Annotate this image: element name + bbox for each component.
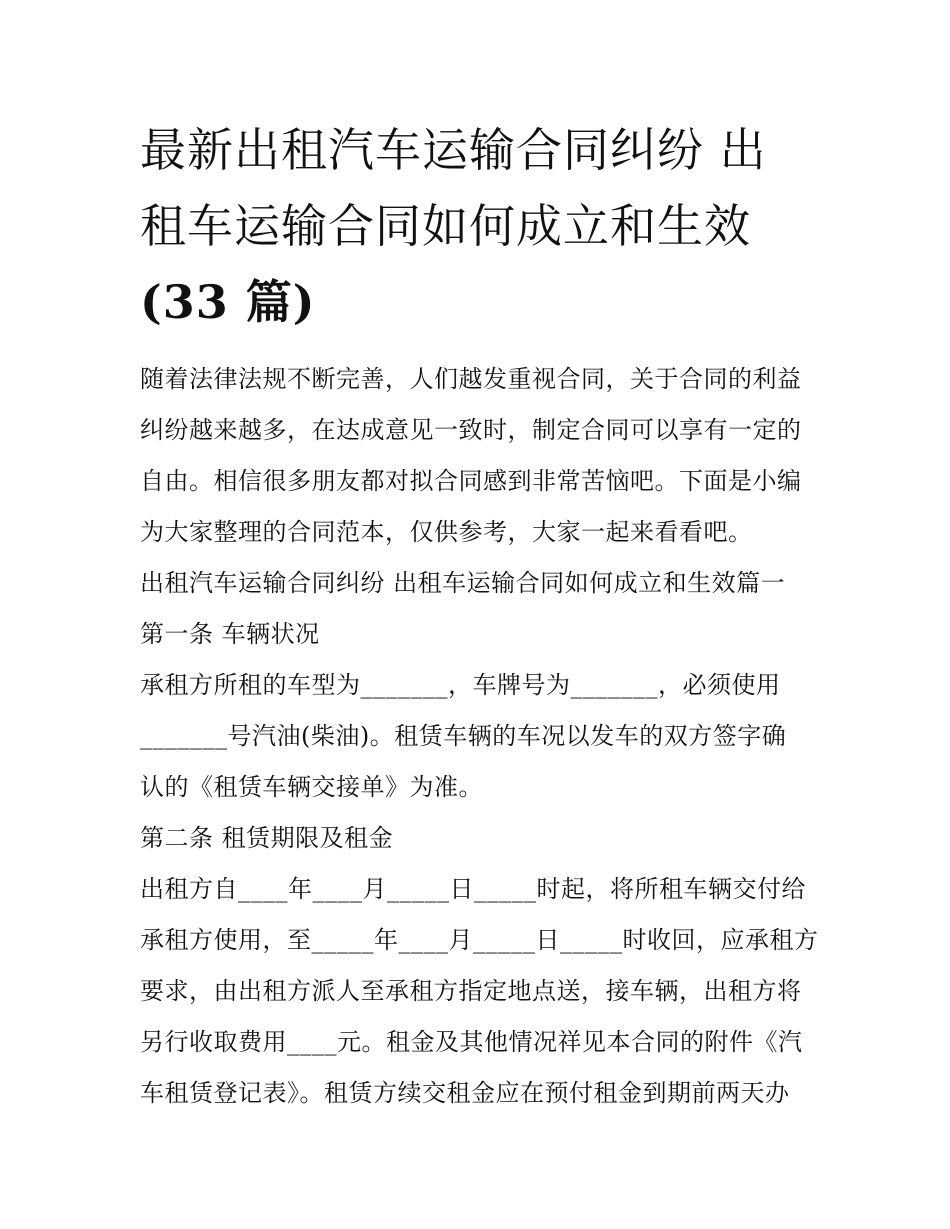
clause-heading: 第二条 租赁期限及租金 [140,824,394,852]
body-line: _______号汽油(柴油)。租赁车辆的车况以发车的双方签字确 [140,722,787,750]
body-line: 纠纷越来越多，在达成意见一致时，制定合同可以享有一定的 [140,416,802,444]
body-line: 要求，由出租方派人至承租方指定地点送，接车辆，出租方将 [140,977,802,1005]
body-line: 为大家整理的合同范本，仅供参考，大家一起来看看吧。 [140,518,753,546]
body-line: 车租赁登记表》。租赁方续交租金应在预付租金到期前两天办 [140,1079,790,1107]
document-body [140,354,820,1119]
document-title [140,112,820,340]
title-line-2: 租车运输合同如何成立和生效 [140,199,751,253]
body-line: 承租方使用，至_____年____月_____日_____时收回，应承租方 [140,926,819,954]
title-line-1: 最新出租汽车运输合同纠纷 出 [140,123,767,177]
body-line: 承租方所租的车型为_______，车牌号为_______，必须使用 [140,671,781,699]
title-line-3: (33 篇) [140,275,316,329]
body-line: 出租方自____年____月_____日_____时起，将所租车辆交付给 [140,875,806,903]
body-line: 随着法律法规不断完善，人们越发重视合同，关于合同的利益 [140,365,802,393]
body-line: 另行收取费用____元。租金及其他情况祥见本合同的附件《汽 [140,1028,803,1056]
body-line: 自由。相信很多朋友都对拟合同感到非常苦恼吧。下面是小编 [140,467,802,495]
body-line: 认的《租赁车辆交接单》为准。 [140,773,483,801]
clause-heading: 第一条 车辆状况 [140,620,320,648]
section-heading: 出租汽车运输合同纠纷 出租车运输合同如何成立和生效篇一 [140,569,786,597]
